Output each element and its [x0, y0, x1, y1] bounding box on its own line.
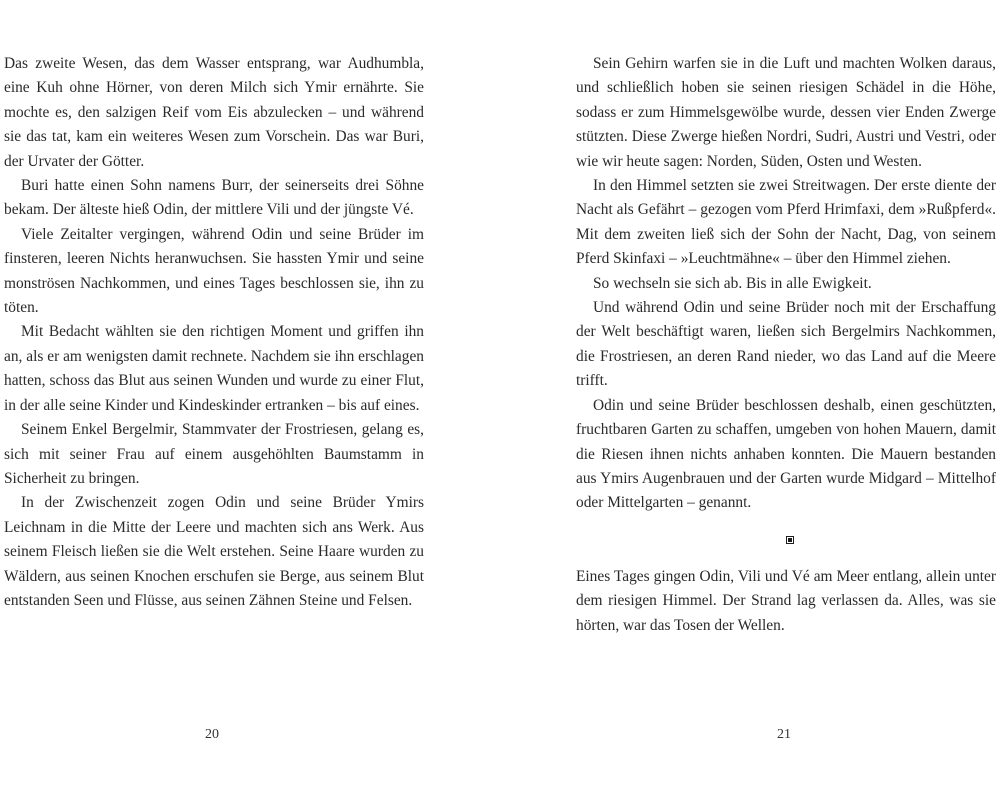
left-paragraph-3: Viele Zeitalter vergingen, während Odin und seine Brüder im finsteren, leeren Nichts heranwuchsen. Sie hassten Ymir und seine monströsen Nachkommen, und eines Tages beschlossen sie, ihn zu töten.: [4, 225, 424, 317]
left-page-number: 20: [205, 727, 219, 742]
left-paragraph-5: Seinem Enkel Bergelmir, Stammvater der Frostriesen, gelang es, sich mit seiner Frau auf einem ausgehöhlten Baumstamm in Sicherheit zu bringen.: [4, 421, 424, 487]
right-page-number: 21: [777, 727, 791, 742]
left-paragraph-4: Mit Bedacht wählten sie den richtigen Moment und griffen ihn an, als er am wenigsten damit rechnete. Nachdem sie ihn erschlagen hatten, schoss das Blut aus seinen Wunden und wurde zu einer Flut, in der alle seine Kinder und Kindeskinder ertranken – bis auf eines.: [4, 323, 424, 414]
right-paragraph-1: Sein Gehirn warfen sie in die Luft und machten Wolken daraus, und schließlich hoben sie seinen riesigen Schädel in die Höhe, sodass er zum Himmelsgewölbe wurde, dessen vier Enden Zwerge stützten. Diese Zwerge hießen Nordri, Sudri, Austri und Vestri, oder wie wir heute sagen: Norden, Süden, Osten und Westen.: [576, 55, 996, 170]
left-paragraph-2: Buri hatte einen Sohn namens Burr, der seinerseits drei Söhne bekam. Der älteste hieß Odin, der mittlere Vili und der jüngste Vé.: [4, 177, 424, 219]
right-paragraph-4: Und während Odin und seine Brüder noch mit der Erschaffung der Welt beschäftigt waren, ließen sich Bergelmirs Nachkommen, die Frostriesen, an deren Rand nieder, wo das Land auf die Meere trifft.: [576, 299, 996, 390]
right-page: [576, 52, 996, 638]
right-paragraph-3: So wechseln sie sich ab. Bis in alle Ewigkeit.: [593, 274, 872, 292]
right-paragraph-after-break: Eines Tages gingen Odin, Vili und Vé am Meer entlang, allein unter dem riesigen Himmel. Der Strand lag verlassen da. Alles, was sie hörten, war das Tosen der Wellen.: [576, 567, 996, 634]
left-page: [4, 52, 424, 613]
left-paragraph-6: In der Zwischenzeit zogen Odin und seine Brüder Ymirs Leichnam in die Mitte der Leere und machten sich ans Werk. Aus seinem Fleisch ließen sie die Welt erstehen. Seine Haare wurden zu Wäldern, aus seinen Knochen erschufen sie Berge, aus seinem Blut entstanden Seen und Flüsse, aus seinen Zähnen Steine und Felsen.: [4, 494, 424, 609]
right-paragraph-2: In den Himmel setzten sie zwei Streitwagen. Der erste diente der Nacht als Gefährt – gezogen vom Pferd Hrimfaxi, dem »Rußpferd«. Mit dem zweiten ließ sich der Sohn der Nacht, Dag, von seinem Pferd Skinfaxi – »Leuchtmähne« – über den Himmel ziehen.: [576, 177, 996, 268]
section-break: [576, 516, 996, 565]
section-break-square-icon: [786, 536, 794, 544]
right-paragraph-5: Odin und seine Brüder beschlossen deshalb, einen geschützten, fruchtbaren Garten zu schaffen, umgeben von hohen Mauern, damit die Riesen ihnen nichts anhaben konnten. Die Mauern bestanden aus Ymirs Augenbrauen und der Garten wurde Midgard – Mittelhof oder Mittelgarten – genannt.: [576, 396, 996, 512]
left-paragraph-1: Das zweite Wesen, das dem Wasser entsprang, war Audhumbla, eine Kuh ohne Hörner, von deren Milch sich Ymir ernährte. Sie mochte es, den salzigen Reif vom Eis abzulecken – und während sie das tat, kam ein weiteres Wesen zum Vorschein. Das war Buri, der Urvater der Götter.: [4, 55, 424, 170]
